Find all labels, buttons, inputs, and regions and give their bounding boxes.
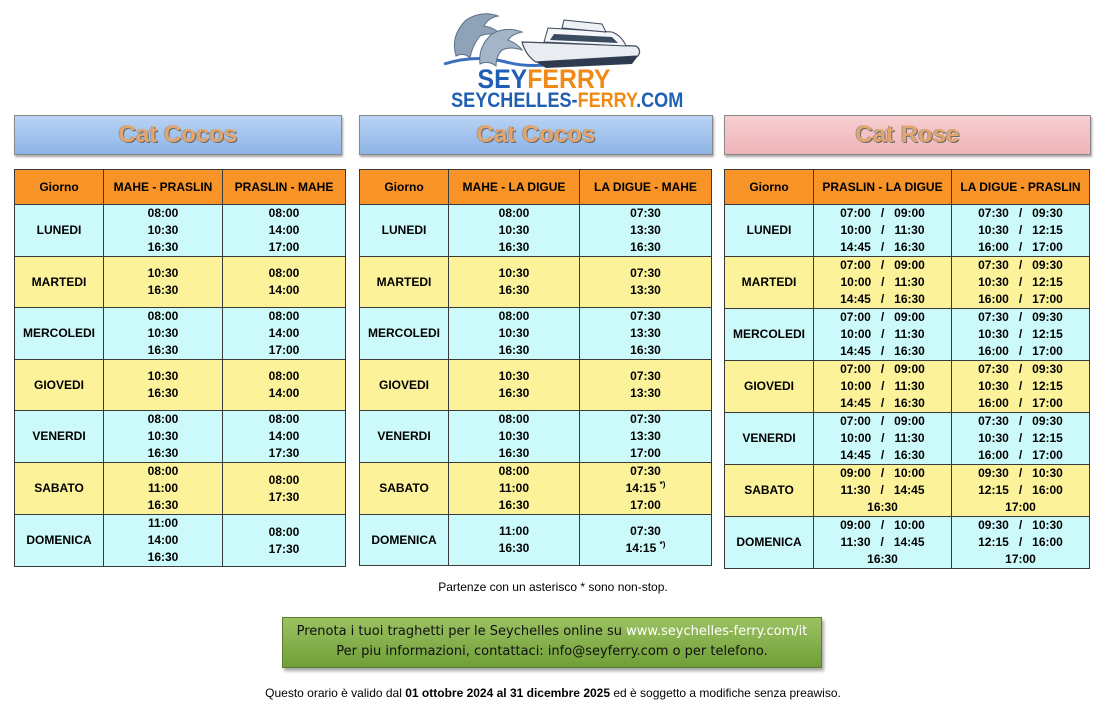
table-row xyxy=(725,517,1090,569)
time-cell: 08:00 14:00 xyxy=(223,257,346,308)
brand-name: SEYFERRY xyxy=(477,64,611,94)
col-header-praslin-mahe: PRASLIN - MAHE xyxy=(223,170,346,205)
table-row xyxy=(725,205,1090,257)
table-row xyxy=(725,257,1090,309)
nonstop-asterisk: *) xyxy=(659,540,666,549)
table-row xyxy=(360,515,712,566)
seyferry-logo[interactable] xyxy=(436,6,684,112)
col-header-day: Giorno xyxy=(15,170,104,205)
col-header-mahe-la-digue: MAHE - LA DIGUE xyxy=(449,170,580,205)
time-cell: 08:00 10:30 16:30 xyxy=(104,205,223,257)
promo-line-1: Prenota i tuoi traghetti per le Seychelles online su www.seychelles-ferry.com/it xyxy=(296,624,808,639)
time-cell: 08:00 17:30 xyxy=(223,463,346,515)
col-header-praslin-la-digue: PRASLIN - LA DIGUE xyxy=(814,170,952,205)
timetable-praslin-la-digue xyxy=(724,169,1090,569)
time-cell: 08:00 14:00 xyxy=(223,360,346,411)
website-link[interactable]: www.seychelles-ferry.com/it xyxy=(626,624,808,639)
banner-cat-cocos-praslin: Cat Cocos xyxy=(14,115,342,155)
table-row xyxy=(15,308,346,360)
time-cell: 10:30 16:30 xyxy=(449,257,580,308)
time-cell: 07:00 / 09:00 10:00 / 11:30 14:45 / 16:30 xyxy=(814,413,952,465)
timetable-mahe-praslin xyxy=(14,169,346,567)
brand-site: SEYCHELLES-FERRY.COM xyxy=(451,89,684,112)
table-row xyxy=(15,515,346,567)
day-cell: MERCOLEDI xyxy=(360,308,449,360)
table-row xyxy=(360,308,712,360)
col-header-day: Giorno xyxy=(360,170,449,205)
time-cell: 10:30 16:30 xyxy=(449,360,580,411)
time-cell: 07:00 / 09:00 10:00 / 11:30 14:45 / 16:30 xyxy=(814,257,952,309)
table-row xyxy=(15,205,346,257)
timetable-mahe-la-digue xyxy=(359,169,712,566)
time-cell: 07:00 / 09:00 10:00 / 11:30 14:45 / 16:30 xyxy=(814,361,952,413)
time-cell: 07:30 14:15 *) xyxy=(580,515,712,566)
table-row xyxy=(15,411,346,463)
time-cell: 08:00 10:30 16:30 xyxy=(449,205,580,257)
time-cell: 08:00 14:00 17:00 xyxy=(223,205,346,257)
time-cell: 08:00 11:00 16:30 xyxy=(104,463,223,515)
time-cell: 11:00 16:30 xyxy=(449,515,580,566)
day-cell: MARTEDI xyxy=(725,257,814,309)
table-row xyxy=(360,411,712,463)
table-row xyxy=(15,463,346,515)
day-cell: MARTEDI xyxy=(360,257,449,308)
time-cell: 08:00 10:30 16:30 xyxy=(104,308,223,360)
col-header-mahe-praslin: MAHE - PRASLIN xyxy=(104,170,223,205)
time-cell: 07:30 13:30 xyxy=(580,257,712,308)
day-cell: DOMENICA xyxy=(15,515,104,567)
table-row xyxy=(725,309,1090,361)
col-header-la-digue-praslin: LA DIGUE - PRASLIN xyxy=(952,170,1090,205)
day-cell: SABATO xyxy=(15,463,104,515)
day-cell: VENERDI xyxy=(15,411,104,463)
time-cell: 08:00 10:30 16:30 xyxy=(104,411,223,463)
time-cell: 09:30 / 10:30 12:15 / 16:00 17:00 xyxy=(952,465,1090,517)
time-cell: 07:30 / 09:30 10:30 / 12:15 16:00 / 17:00 xyxy=(952,309,1090,361)
day-cell: VENERDI xyxy=(360,411,449,463)
time-cell: 07:00 / 09:00 10:00 / 11:30 14:45 / 16:30 xyxy=(814,205,952,257)
table-row xyxy=(360,205,712,257)
validity-footer: Questo orario è valido dal 01 ottobre 2024 al 31 dicembre 2025 ed è soggetto a modifiche senza preawiso. xyxy=(265,686,841,700)
day-cell: LUNEDI xyxy=(725,205,814,257)
time-cell: 08:00 10:30 16:30 xyxy=(449,411,580,463)
col-header-day: Giorno xyxy=(725,170,814,205)
time-cell: 08:00 11:00 16:30 xyxy=(449,463,580,515)
nonstop-asterisk: *) xyxy=(659,480,666,489)
time-cell: 07:30 / 09:30 10:30 / 12:15 16:00 / 17:00 xyxy=(952,413,1090,465)
time-cell: 08:00 10:30 16:30 xyxy=(449,308,580,360)
time-cell: 07:00 / 09:00 10:00 / 11:30 14:45 / 16:30 xyxy=(814,309,952,361)
table-row xyxy=(15,257,346,308)
table-row xyxy=(360,257,712,308)
table-row xyxy=(725,361,1090,413)
day-cell: MERCOLEDI xyxy=(725,309,814,361)
table-row xyxy=(360,360,712,411)
time-cell: 07:30 13:30 16:30 xyxy=(580,308,712,360)
time-cell: 11:00 14:00 16:30 xyxy=(104,515,223,567)
time-cell: 07:30 / 09:30 10:30 / 12:15 16:00 / 17:00 xyxy=(952,205,1090,257)
time-cell: 08:00 17:30 xyxy=(223,515,346,567)
time-cell: 07:30 13:30 xyxy=(580,360,712,411)
day-cell: SABATO xyxy=(725,465,814,517)
time-cell: 08:00 14:00 17:30 xyxy=(223,411,346,463)
time-cell: 07:30 / 09:30 10:30 / 12:15 16:00 / 17:00 xyxy=(952,257,1090,309)
col-header-la-digue-mahe: LA DIGUE - MAHE xyxy=(580,170,712,205)
time-cell: 07:30 14:15 *) 17:00 xyxy=(580,463,712,515)
table-row xyxy=(725,413,1090,465)
time-cell: 08:00 14:00 17:00 xyxy=(223,308,346,360)
promo-line-2: Per piu informazioni, contattaci: info@seyferry.com o per telefono. xyxy=(336,644,768,659)
time-cell: 10:30 16:30 xyxy=(104,360,223,411)
day-cell: GIOVEDI xyxy=(725,361,814,413)
time-cell: 09:00 / 10:00 11:30 / 14:45 16:30 xyxy=(814,465,952,517)
day-cell: LUNEDI xyxy=(360,205,449,257)
table-row xyxy=(15,360,346,411)
day-cell: LUNEDI xyxy=(15,205,104,257)
day-cell: SABATO xyxy=(360,463,449,515)
time-cell: 07:30 13:30 16:30 xyxy=(580,205,712,257)
time-cell: 10:30 16:30 xyxy=(104,257,223,308)
booking-promo-box[interactable] xyxy=(282,617,822,668)
day-cell: GIOVEDI xyxy=(15,360,104,411)
day-cell: GIOVEDI xyxy=(360,360,449,411)
banner-cat-rose: Cat Rose xyxy=(724,115,1091,155)
day-cell: MARTEDI xyxy=(15,257,104,308)
day-cell: DOMENICA xyxy=(360,515,449,566)
day-cell: DOMENICA xyxy=(725,517,814,569)
day-cell: MERCOLEDI xyxy=(15,308,104,360)
table-row xyxy=(360,463,712,515)
time-cell: 07:30 / 09:30 10:30 / 12:15 16:00 / 17:00 xyxy=(952,361,1090,413)
day-cell: VENERDI xyxy=(725,413,814,465)
time-cell: 09:00 / 10:00 11:30 / 14:45 16:30 xyxy=(814,517,952,569)
nonstop-note: Partenze con un asterisco * sono non-stop. xyxy=(438,580,668,594)
table-row xyxy=(725,465,1090,517)
banner-cat-cocos-la-digue: Cat Cocos xyxy=(359,115,713,155)
time-cell: 07:30 13:30 17:00 xyxy=(580,411,712,463)
time-cell: 09:30 / 10:30 12:15 / 16:00 17:00 xyxy=(952,517,1090,569)
